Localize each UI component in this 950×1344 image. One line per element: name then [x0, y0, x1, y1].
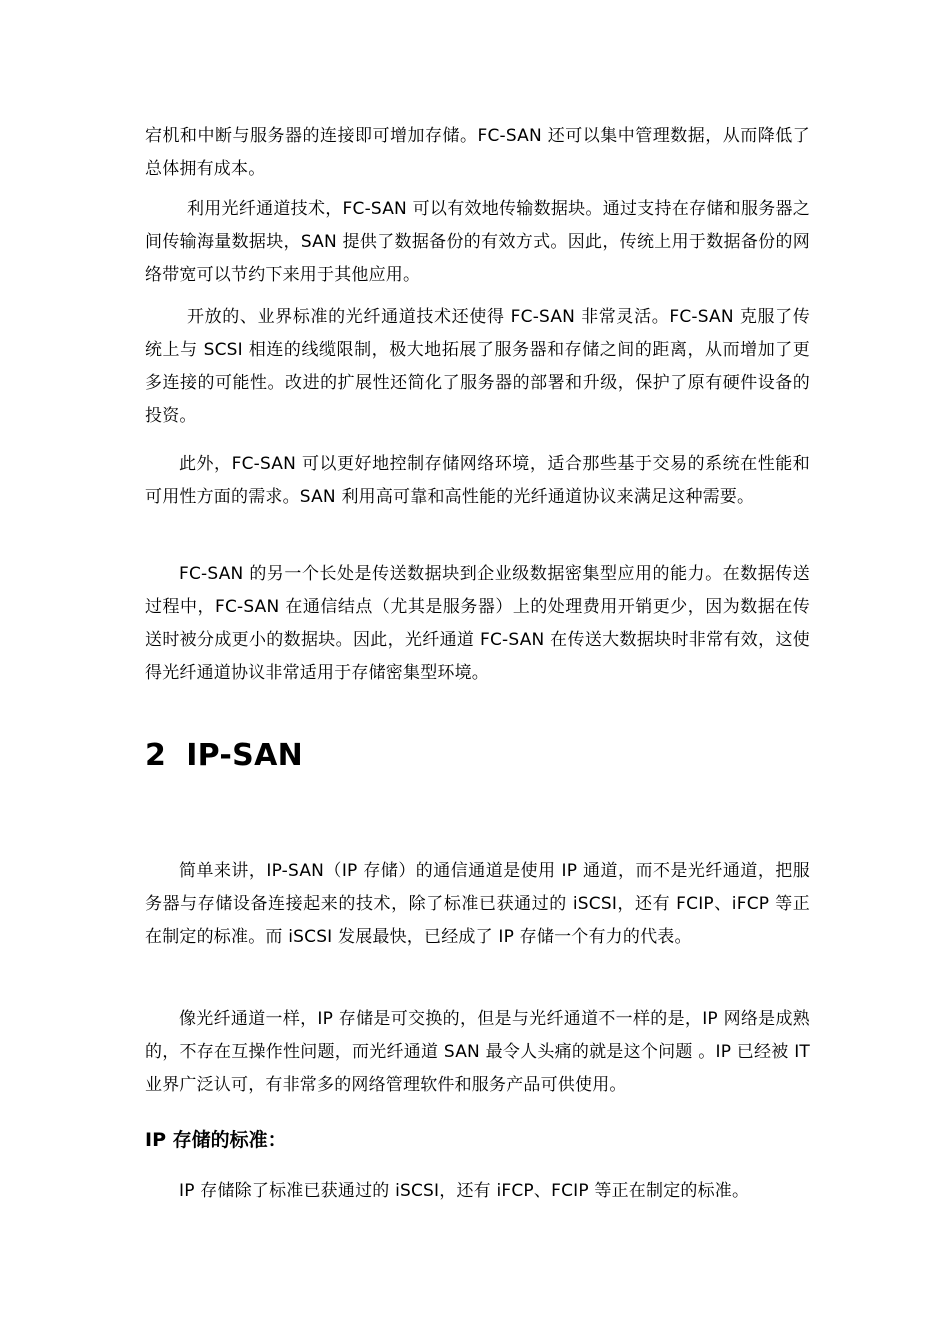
paragraph-5: FC-SAN 的另一个长处是传送数据块到企业级数据密集型应用的能力。在数据传送过程中，FC-SAN 在通信结点（尤其是服务器）上的处理费用开销更少，因为数据在传送时被分成更小的数据块。因此，光纤通道 FC-SAN 在传送大数据块时非常有效，这使得光纤通道协议非常适用于存储密集型环境。 — [145, 564, 810, 683]
section-heading — [145, 733, 303, 779]
paragraph-4: 此外，FC-SAN 可以更好地控制存储网络环境，适合那些基于交易的系统在性能和可用性方面的需求。SAN 利用高可靠和高性能的光纤通道协议来满足这种需要。 — [145, 454, 810, 507]
section-title: IP-SAN — [186, 738, 303, 773]
paragraph-6: 简单来讲，IP-SAN（IP 存储）的通信通道是使用 IP 通道，而不是光纤通道，把服务器与存储设备连接起来的技术，除了标准已获通过的 iSCSI，还有 FCIP、iFCP 等正在制定的标准。而 iSCSI 发展最快，已经成了 IP 存储一个有力的代表。 — [145, 861, 810, 947]
paragraph-3: 开放的、业界标准的光纤通道技术还使得 FC-SAN 非常灵活。FC-SAN 克服了传统上与 SCSI 相连的线缆限制，极大地拓展了服务器和存储之间的距离，从而增加了更多连接的可能性。改进的扩展性还简化了服务器的部署和升级，保护了原有硬件设备的投资。 — [145, 307, 810, 426]
paragraph-2: 利用光纤通道技术，FC-SAN 可以有效地传输数据块。通过支持在存储和服务器之间传输海量数据块，SAN 提供了数据备份的有效方式。因此，传统上用于数据备份的网络带宽可以节约下来用于其他应用。 — [145, 199, 810, 285]
paragraph-1: 宕机和中断与服务器的连接即可增加存储。FC-SAN 还可以集中管理数据，从而降低了总体拥有成本。 — [145, 126, 810, 179]
paragraph-7: 像光纤通道一样，IP 存储是可交换的，但是与光纤通道不一样的是，IP 网络是成熟的，不存在互操作性问题，而光纤通道 SAN 最令人头痛的就是这个问题 。IP 已经被 IT 业界广泛认可，有非常多的网络管理软件和服务产品可供使用。 — [145, 1009, 810, 1095]
subsection-heading: IP 存储的标准： — [145, 1129, 287, 1151]
section-number: 2 — [145, 738, 167, 773]
paragraph-8: IP 存储除了标准已获通过的 iSCSI，还有 iFCP、FCIP 等正在制定的标准。 — [179, 1181, 750, 1201]
